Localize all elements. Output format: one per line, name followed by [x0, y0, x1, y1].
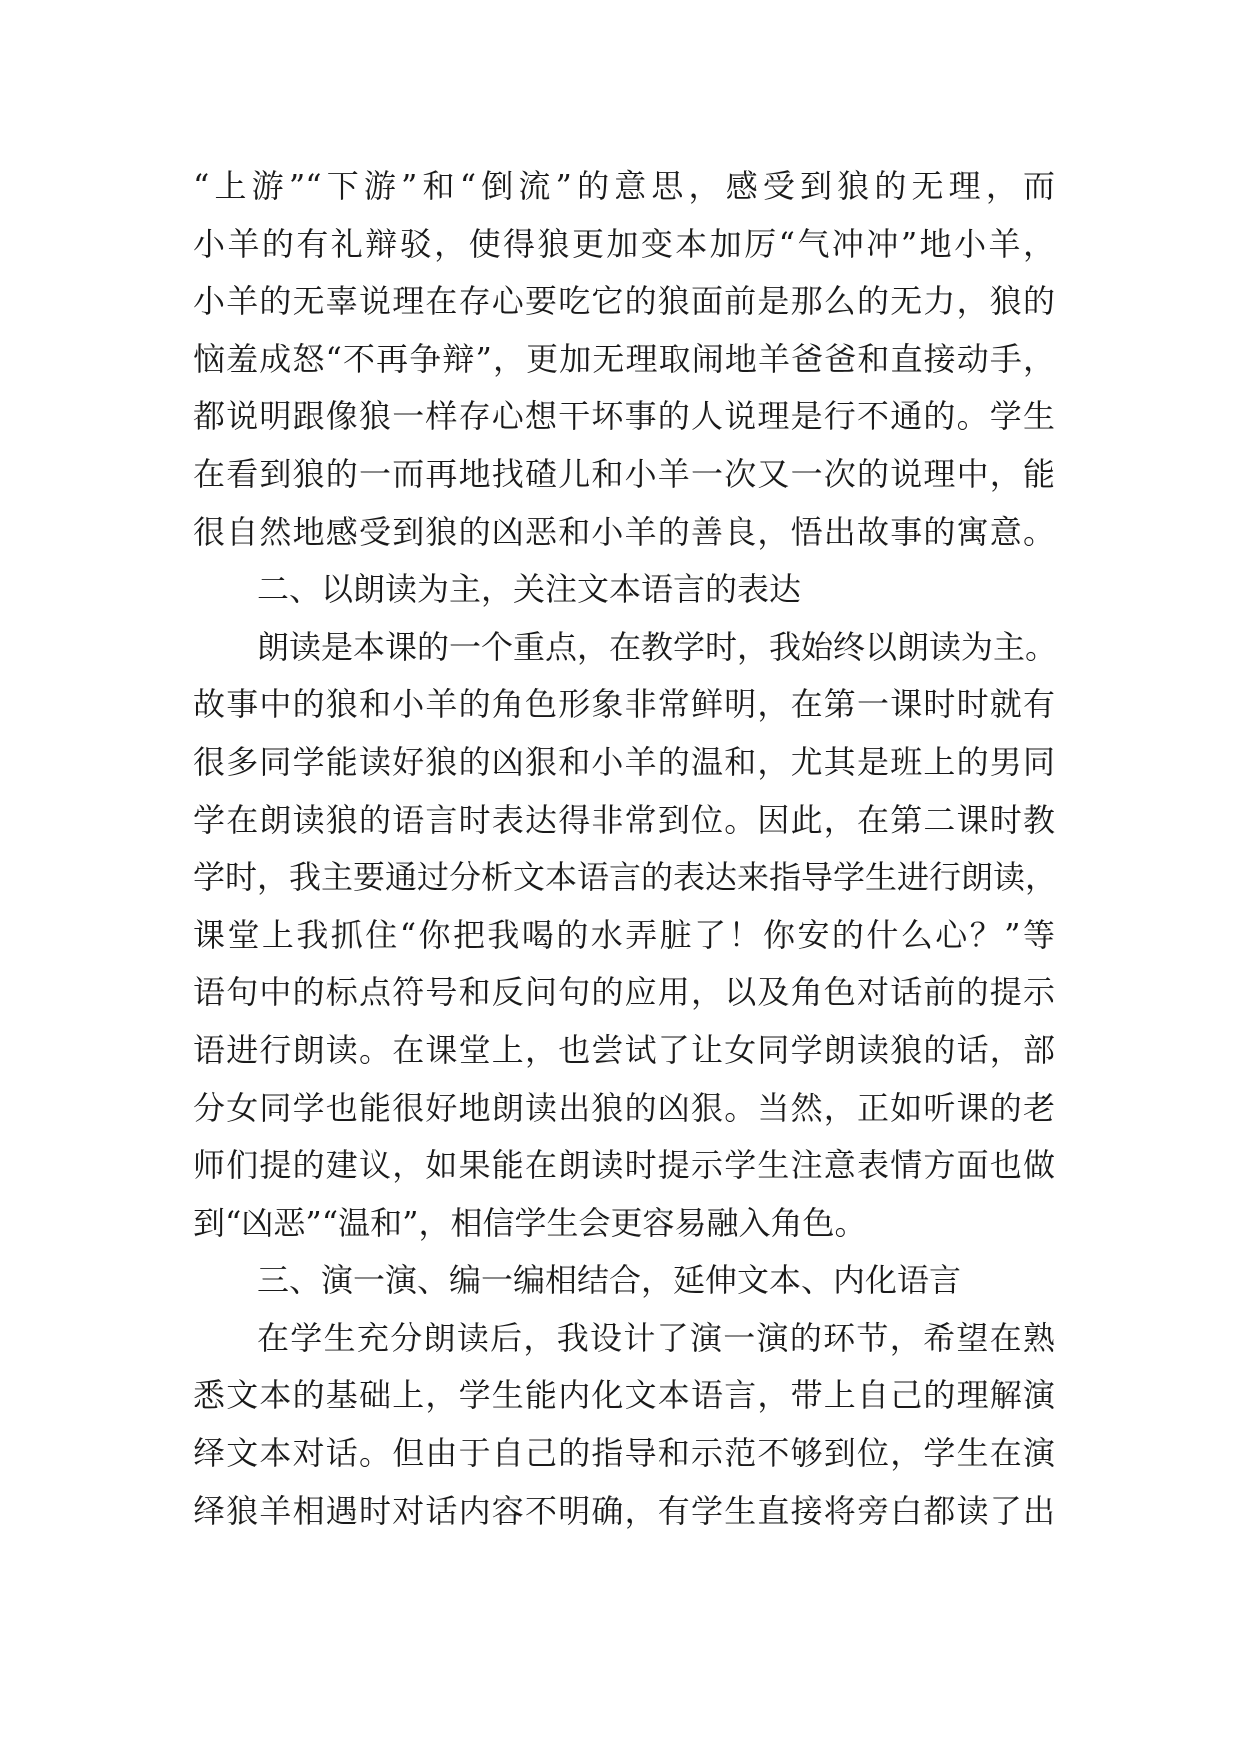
paragraph-line: 绎狼羊相遇时对话内容不明确，有学生直接将旁白都读了出 — [193, 1491, 1055, 1530]
paragraph-line: 故事中的狼和小羊的角色形象非常鲜明，在第一课时时就有 — [193, 685, 1055, 724]
paragraph-line: 小羊的无辜说理在存心要吃它的狼面前是那么的无力，狼的 — [193, 282, 1055, 321]
paragraph-line: 都说明跟像狼一样存心想干坏事的人说理是行不通的。学生 — [193, 397, 1055, 436]
paragraph-line: 悉文本的基础上，学生能内化文本语言，带上自己的理解演 — [193, 1376, 1055, 1415]
paragraph-line: 很自然地感受到狼的凶恶和小羊的善良，悟出故事的寓意。 — [193, 512, 1055, 551]
paragraph-line: 分女同学也能很好地朗读出狼的凶狠。当然，正如听课的老 — [193, 1088, 1055, 1127]
paragraph-line: 学在朗读狼的语言时表达得非常到位。因此，在第二课时教 — [193, 800, 1055, 839]
paragraph-line: 语进行朗读。在课堂上，也尝试了让女同学朗读狼的话，部 — [193, 1030, 1055, 1069]
paragraph-line: 恼羞成怒“不再争辩”，更加无理取闹地羊爸爸和直接动手， — [193, 339, 1055, 378]
section-heading: 二、以朗读为主，关注文本语言的表达 — [257, 570, 802, 609]
paragraph-line: 很多同学能读好狼的凶狠和小羊的温和，尤其是班上的男同 — [193, 742, 1055, 781]
paragraph-line: “上游”“下游”和“倒流”的意思，感受到狼的无理，而 — [193, 167, 1055, 205]
paragraph-line: 语句中的标点符号和反问句的应用，以及角色对话前的提示 — [193, 973, 1055, 1012]
paragraph-line: 绎文本对话。但由于自己的指导和示范不够到位，学生在演 — [193, 1434, 1055, 1473]
paragraph-line: 在看到狼的一而再地找碴儿和小羊一次又一次的说理中，能 — [193, 454, 1055, 493]
paragraph-line: 师们提的建议，如果能在朗读时提示学生注意表情方面也做 — [193, 1146, 1055, 1185]
section-heading: 三、演一演、编一编相结合，延伸文本、内化语言 — [257, 1261, 962, 1300]
paragraph-line: 学时，我主要通过分析文本语言的表达来指导学生进行朗读， — [193, 858, 1058, 897]
paragraph-line: 在学生充分朗读后，我设计了演一演的环节，希望在熟 — [257, 1318, 1055, 1357]
paragraph-line: 朗读是本课的一个重点，在教学时，我始终以朗读为主。 — [257, 627, 1058, 666]
paragraph-line: 到“凶恶”“温和”，相信学生会更容易融入角色。 — [193, 1203, 867, 1242]
paragraph-line: 小羊的有礼辩驳，使得狼更加变本加厉“气冲冲”地小羊， — [193, 224, 1055, 263]
paragraph-line: 课堂上我抓住“你把我喝的水弄脏了！你安的什么心？”等 — [193, 915, 1055, 954]
document-body — [193, 158, 1058, 1540]
